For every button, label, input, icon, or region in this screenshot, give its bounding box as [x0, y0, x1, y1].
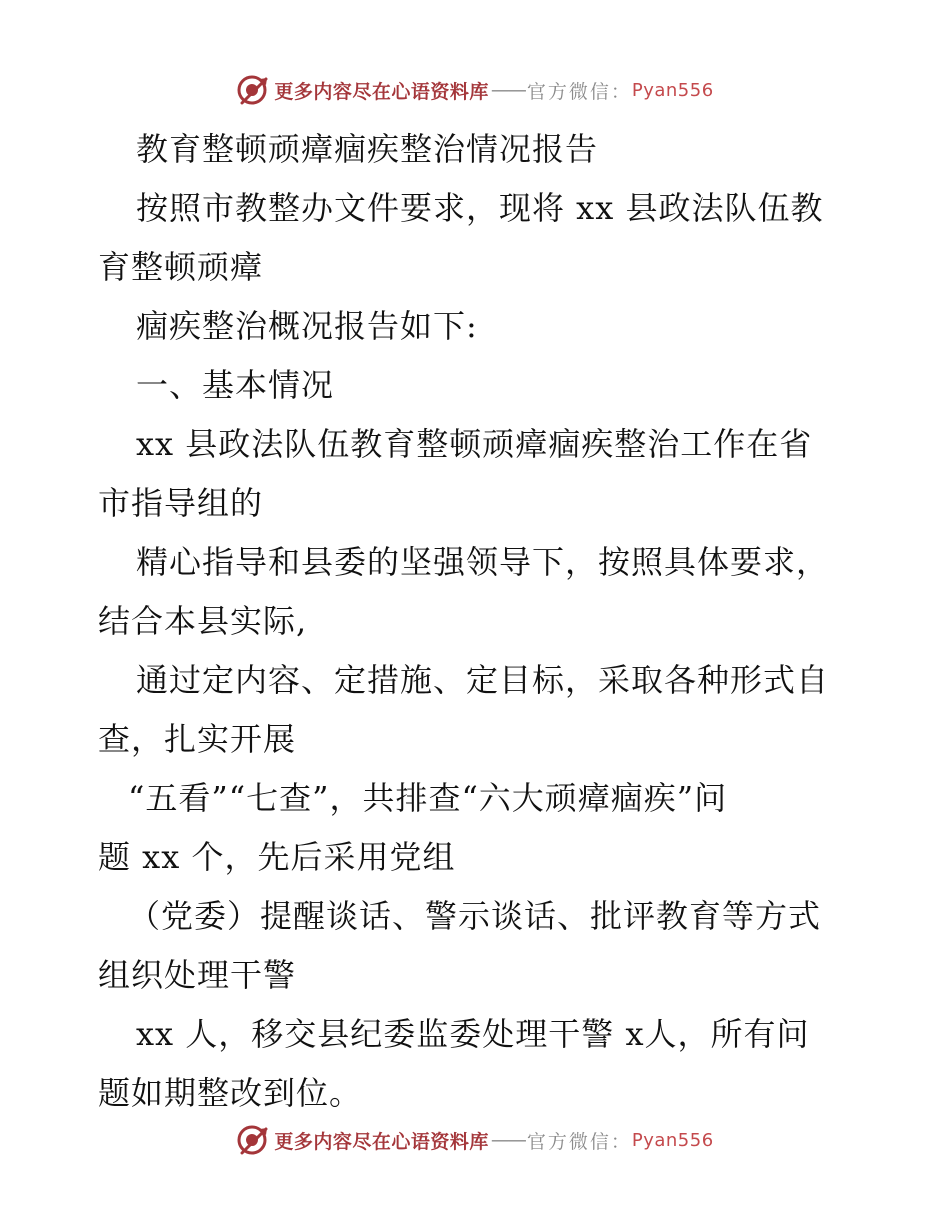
paragraph-line: xx 县政法队伍教育整顿顽瘴痼疾整治工作在省 [136, 425, 813, 463]
watermark-main-text: 更多内容尽在心语资料库 [274, 80, 489, 103]
footer-watermark [0, 1120, 950, 1160]
paragraph-line: 痼疾整治概况报告如下: [136, 307, 478, 345]
paragraph-line: （党委）提醒谈话、警示谈话、批评教育等方式 [128, 897, 822, 935]
section-heading: 一、基本情况 [136, 366, 335, 404]
paragraph-line: “五看”“七查”，共排查“六大顽瘴痼疾”问 [128, 779, 728, 817]
watermark-wechat-id: Pyan556 [631, 1129, 714, 1151]
paragraph-line: 查，扎实开展 [98, 720, 297, 758]
document-body [98, 120, 858, 1123]
pen-logo-icon [236, 1123, 270, 1157]
paragraph-line: 市指导组的 [98, 484, 264, 522]
paragraph-line: 精心指导和县委的坚强领导下，按照具体要求， [136, 543, 830, 581]
watermark-main-text: 更多内容尽在心语资料库 [274, 1130, 489, 1153]
watermark-sub-text: 官方微信： [526, 80, 632, 103]
pen-logo-icon [236, 73, 270, 107]
paragraph-line: 结合本县实际, [98, 602, 308, 640]
paragraph-line: 题如期整改到位。 [98, 1074, 363, 1112]
watermark-wechat-id: Pyan556 [631, 79, 714, 101]
paragraph-line: 题 xx 个，先后采用党组 [98, 838, 456, 876]
paragraph-line: xx 人，移交县纪委监委处理干警 x人，所有问 [136, 1015, 810, 1053]
document-title: 教育整顿顽瘴痼疾整治情况报告 [136, 130, 599, 168]
paragraph-line: 通过定内容、定措施、定目标，采取各种形式自 [136, 661, 830, 699]
watermark-dash: —— [490, 79, 525, 101]
paragraph-line: 组织处理干警 [98, 956, 297, 994]
paragraph-line: 育整顿顽瘴 [98, 248, 264, 286]
watermark-dash: —— [490, 1129, 525, 1151]
header-watermark [0, 70, 950, 110]
watermark-sub-text: 官方微信： [526, 1130, 632, 1153]
paragraph-line: 按照市教整办文件要求，现将 xx 县政法队伍教 [136, 189, 824, 227]
